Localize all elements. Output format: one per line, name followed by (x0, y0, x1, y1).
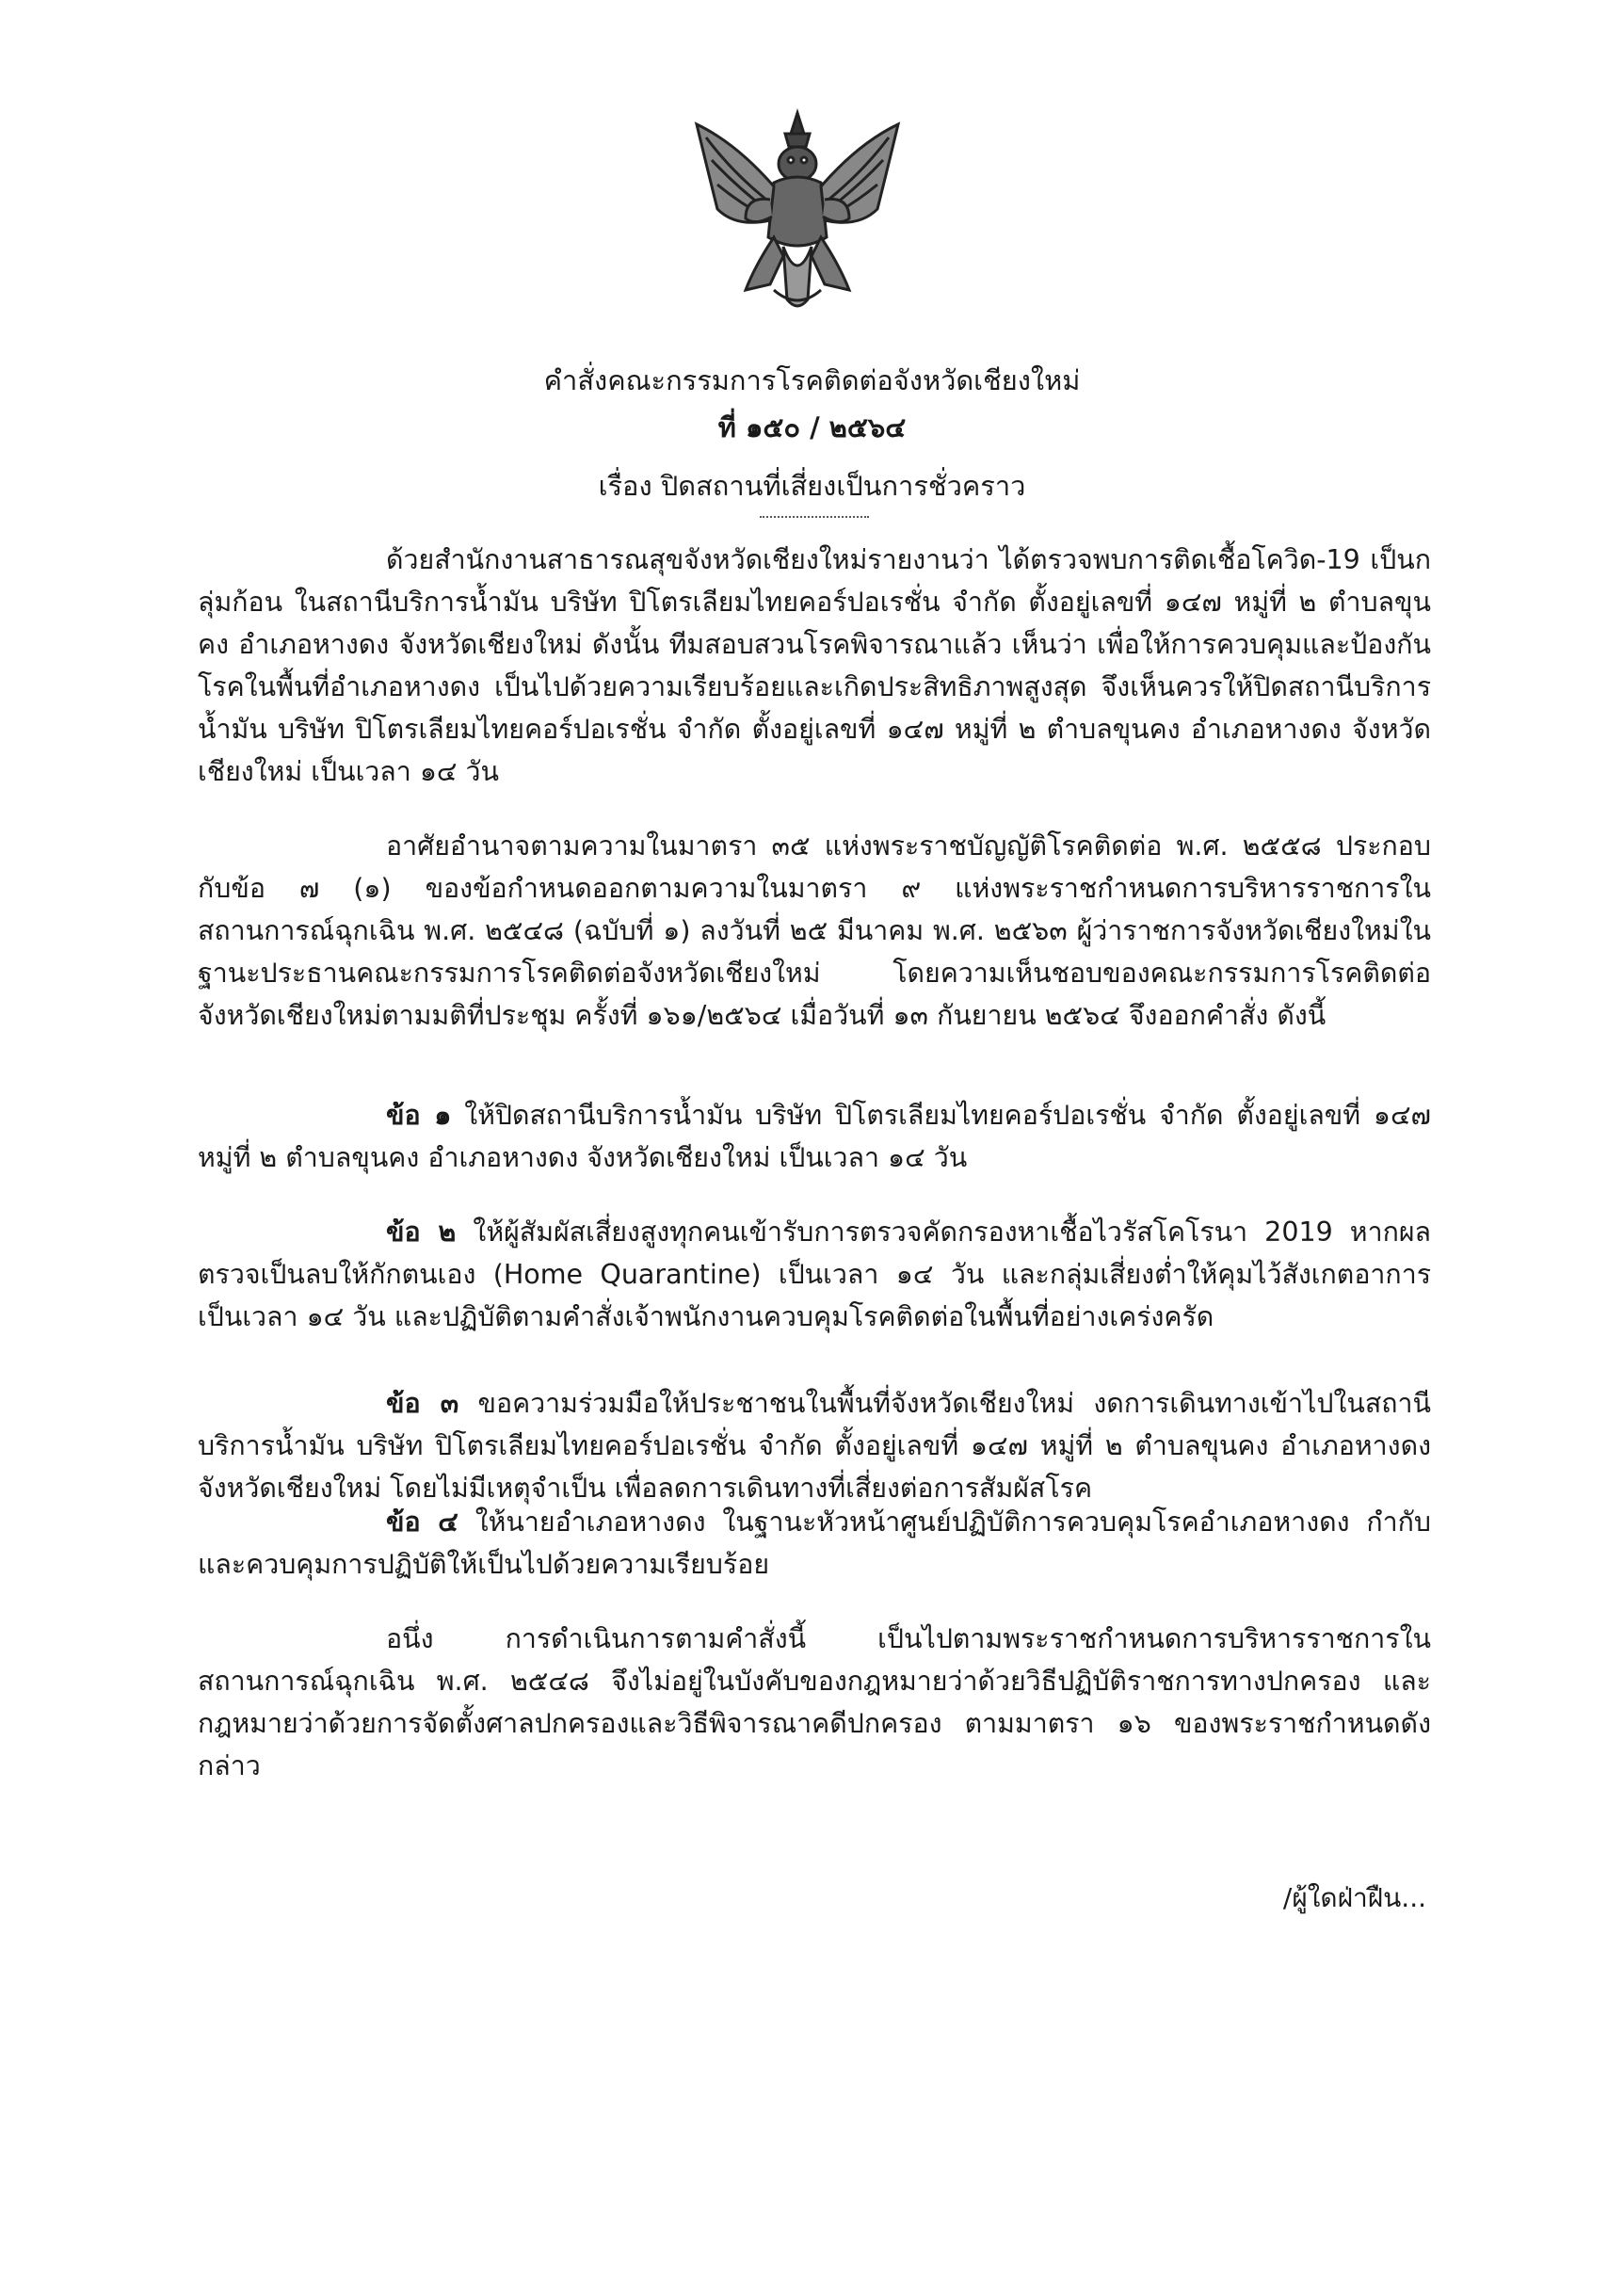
clause-3-text: ขอความร่วมมือให้ประชาชนในพื้นที่จังหวัดเชียงใหม่ งดการเดินทางเข้าไปในสถานีบริการน้ำมัน บริษัท ปิโตรเลียมไทยคอร์ปอเรชั่น จำกัด ตั้งอยู่เลขที่ ๑๔๗ หมู่ที่ ๒ ตำบลขุนคง อำเภอหางดง จังหวัดเชียงใหม่ โดยไม่มีเหตุจำเป็น เพื่อลดการเดินทางที่เสี่ยงต่อการสัมผัสโรค (198, 1388, 1431, 1504)
clause-2-heading: ข้อ ๒ (386, 1217, 457, 1248)
clause-2 (198, 1211, 1431, 1338)
order-subject: เรื่อง ปิดสถานที่เสี่ยงเป็นการชั่วคราว (598, 470, 1026, 502)
clause-1-text: ให้ปิดสถานีบริการน้ำมัน บริษัท ปิโตรเลียมไทยคอร์ปอเรชั่น จำกัด ตั้งอยู่เลขที่ ๑๔๗ หมู่ที่ ๒ ตำบลขุนคง อำเภอหางดง จังหวัดเชียงใหม่ เป็นเวลา ๑๔ วัน (198, 1100, 1431, 1173)
clause-1 (198, 1094, 1431, 1179)
dotted-divider (760, 516, 869, 518)
garuda-emblem-icon (680, 105, 915, 318)
clause-1-heading: ข้อ ๑ (386, 1100, 452, 1131)
clause-4-heading: ข้อ ๔ (386, 1507, 458, 1538)
paragraph-authority: อาศัยอำนาจตามความในมาตรา ๓๕ แห่งพระราชบัญญัติโรคติดต่อ พ.ศ. ๒๕๕๘ ประกอบกับข้อ ๗ (๑) ของข้อกำหนดออกตามความในมาตรา ๙ แห่งพระราชกำหนดการบริหารราชการในสถานการณ์ฉุกเฉิน พ.ศ. ๒๕๔๘ (ฉบับที่ ๑) ลงวันที่ ๒๕ มีนาคม พ.ศ. ๒๕๖๓ ผู้ว่าราชการจังหวัดเชียงใหม่ในฐานะประธานคณะกรรมการโรคติดต่อจังหวัดเชียงใหม่ โดยความเห็นชอบของคณะกรรมการโรคติดต่อจังหวัดเชียงใหม่ตามมติที่ประชุม ครั้งที่ ๑๖๑/๒๕๖๔ เมื่อวันที่ ๑๓ กันยายน ๒๕๖๔ จึงออกคำสั่ง ดังนี้ (198, 830, 1431, 1031)
clause-2-text: ให้ผู้สัมผัสเสี่ยงสูงทุกคนเข้ารับการตรวจคัดกรองหาเชื้อไวรัสโคโรนา 2019 หากผลตรวจเป็นลบให้กักตนเอง (Home Quarantine) เป็นเวลา ๑๔ วัน และกลุ่มเสี่ยงต่ำให้คุมไว้สังเกตอาการ เป็นเวลา ๑๔ วัน และปฏิบัติตามคำสั่งเจ้าพนักงานควบคุมโรคติดต่อในพื้นที่อย่างเคร่งครัด (198, 1217, 1431, 1332)
clause-4 (198, 1501, 1431, 1586)
paragraph-legal-note: อนึ่ง การดำเนินการตามคำสั่งนี้ เป็นไปตามพระราชกำหนดการบริหารราชการในสถานการณ์ฉุกเฉิน พ.ศ. ๒๕๔๘ จึงไม่อยู่ในบังคับของกฎหมายว่าด้วยวิธีปฏิบัติราชการทางปกครอง และกฎหมายว่าด้วยการจัดตั้งศาลปกครองและวิธีพิจารณาคดีปกครอง ตามมาตรา ๑๖ ของพระราชกำหนดดังกล่าว (198, 1623, 1431, 1781)
order-number: ที่ ๑๕๐ / ๒๕๖๔ (717, 411, 907, 443)
clause-4-text: ให้นายอำเภอหางดง ในฐานะหัวหน้าศูนย์ปฏิบัติการควบคุมโรคอำเภอหางดง กำกับและควบคุมการปฏิบัติให้เป็นไปด้วยความเรียบร้อย (198, 1507, 1432, 1580)
paragraph-background: ด้วยสำนักงานสาธารณสุขจังหวัดเชียงใหม่รายงานว่า ได้ตรวจพบการติดเชื้อโควิด-19 เป็นกลุ่มก้อน ในสถานีบริการน้ำมัน บริษัท ปิโตรเลียมไทยคอร์ปอเรชั่น จำกัด ตั้งอยู่เลขที่ ๑๔๗ หมู่ที่ ๒ ตำบลขุนคง อำเภอหางดง จังหวัดเชียงใหม่ ดังนั้น ทีมสอบสวนโรคพิจารณาแล้ว เห็นว่า เพื่อให้การควบคุมและป้องกันโรคในพื้นที่อำเภอหางดง เป็นไปด้วยความเรียบร้อยและเกิดประสิทธิภาพสูงสุด จึงเห็นควรให้ปิดสถานีบริการน้ำมัน บริษัท ปิโตรเลียมไทยคอร์ปอเรชั่น จำกัด ตั้งอยู่เลขที่ ๑๔๗ หมู่ที่ ๒ ตำบลขุนคง อำเภอหางดง จังหวัดเชียงใหม่ เป็นเวลา ๑๔ วัน (198, 544, 1431, 787)
order-title: คำสั่งคณะกรรมการโรคติดต่อจังหวัดเชียงใหม่ (543, 364, 1081, 396)
clause-3 (198, 1382, 1431, 1509)
continuation-marker: /ผู้ใดฝ่าฝืน... (1282, 1882, 1426, 1913)
clause-3-heading: ข้อ ๓ (386, 1388, 459, 1419)
